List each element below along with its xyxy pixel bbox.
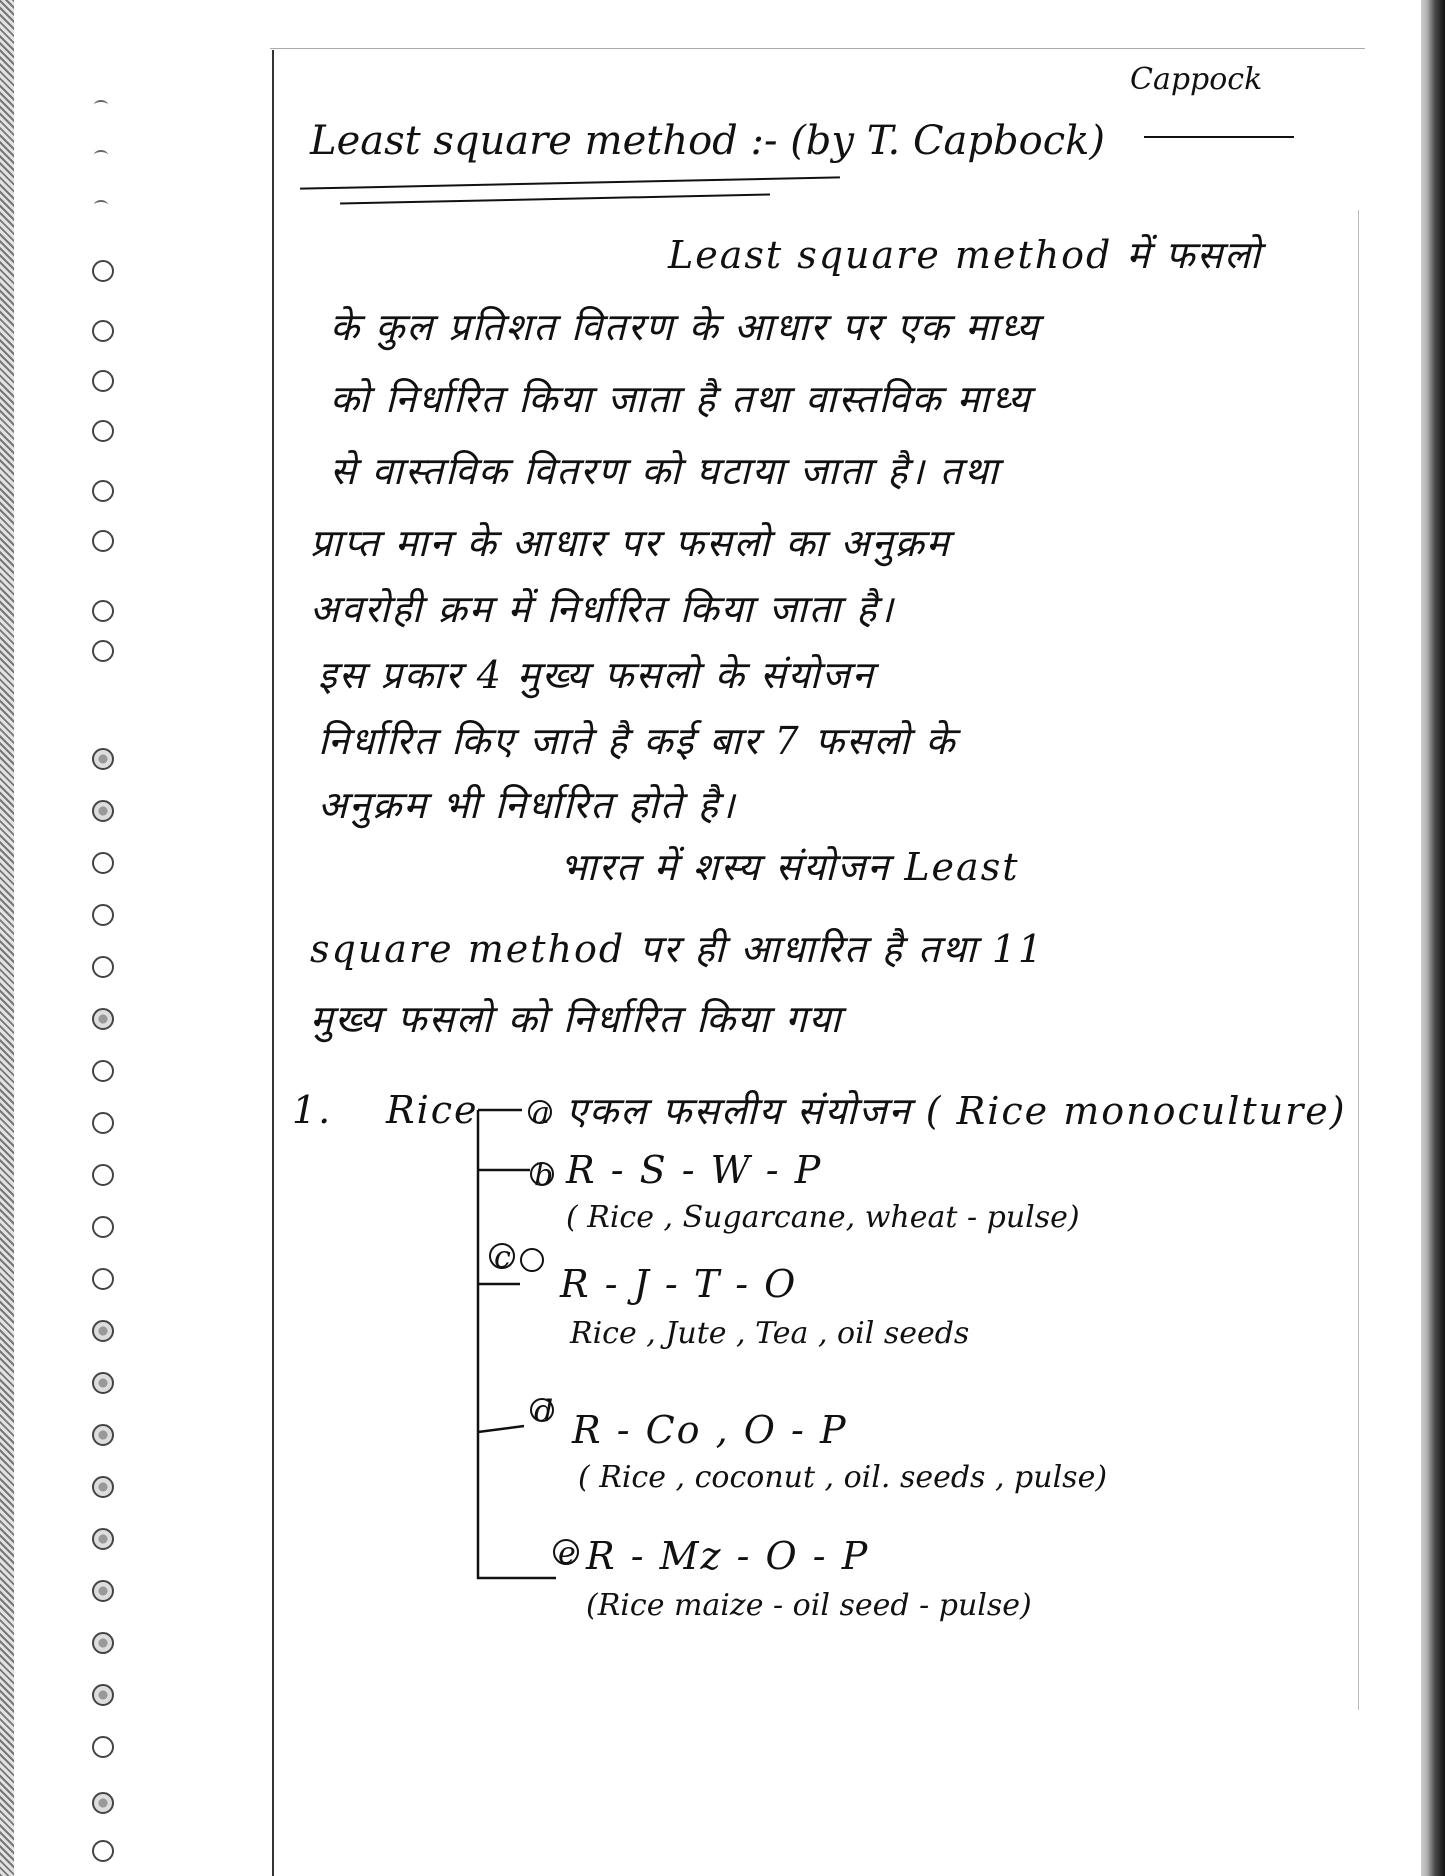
list-item-detail: ( Rice , Sugarcane, wheat - pulse) [566, 1200, 1080, 1235]
marker-label: a [532, 1096, 550, 1131]
list-item-code: R - Co , O - P [572, 1408, 848, 1452]
page-title: Least square method :- (by T. Capbock) [310, 118, 1105, 164]
text-line: के कुल प्रतिशत वितरण के आधार पर एक माध्य [330, 305, 1041, 349]
marker-label: b [534, 1158, 554, 1193]
list-item-code: R - S - W - P [566, 1148, 823, 1192]
text-line: निर्धारित किए जाते है कई बार 7 फसलो के [318, 719, 957, 763]
marker-label: d [534, 1394, 554, 1429]
list-item-detail: ( Rice , coconut , oil. seeds , pulse) [578, 1460, 1108, 1495]
text-line: square method पर ही आधारित है तथा 11 [310, 927, 1045, 971]
text-line: Least square method में फसलो [668, 233, 1262, 277]
list-item-detail: Rice , Jute , Tea , oil seeds [570, 1316, 970, 1351]
list-number: 1. [292, 1088, 333, 1132]
text-line: भारत में शस्य संयोजन Least [560, 845, 1020, 889]
marker-label: c [494, 1240, 511, 1275]
list-item-code: एकल फसलीय संयोजन ( Rice monoculture) [566, 1089, 1347, 1133]
marker-circle [521, 1249, 543, 1271]
margin-annotation: Cappock [1130, 62, 1263, 97]
text-line: अनुक्रम भी निर्धारित होते है। [318, 783, 737, 827]
list-item-code: R - Mz - O - P [586, 1534, 870, 1578]
list-item-code: R - J - T - O [560, 1262, 798, 1306]
text-line: मुख्य फसलो को निर्धारित किया गया [310, 997, 843, 1041]
text-line: इस प्रकार 4 मुख्य फसलो के संयोजन [318, 653, 875, 697]
branch-line [478, 1426, 524, 1432]
marker-label: e [558, 1536, 576, 1571]
crop-label: Rice [386, 1088, 479, 1132]
text-line: को निर्धारित किया जाता है तथा वास्तविक माध्य [330, 377, 1032, 421]
text-line: प्राप्त मान के आधार पर फसलो का अनुक्रम [310, 521, 951, 565]
text-line: अवरोही क्रम में निर्धारित किया जाता है। [310, 587, 895, 631]
list-item-detail: (Rice maize - oil seed - pulse) [586, 1588, 1032, 1623]
text-line: से वास्तविक वितरण को घटाया जाता है। तथा [330, 449, 1000, 493]
